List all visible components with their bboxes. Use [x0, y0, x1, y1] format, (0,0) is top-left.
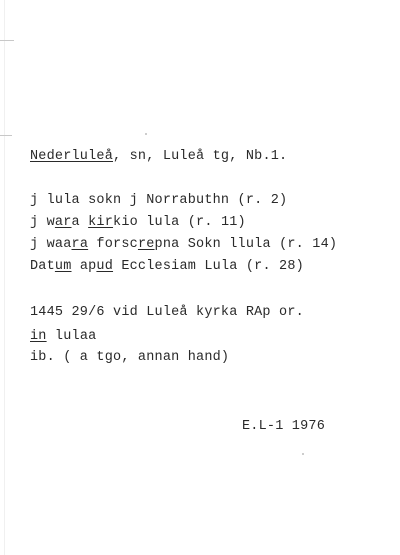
- source-text: lulaa: [46, 329, 97, 344]
- ink-speck: [145, 133, 147, 135]
- form-text: Dat: [30, 259, 55, 274]
- signature: E.L-1 1976: [242, 419, 326, 434]
- form-line-3: [30, 237, 337, 253]
- form-text: j lula sokn j Norrabuthn (r. 2): [30, 193, 288, 208]
- form-text: j waa: [30, 237, 72, 252]
- form-underlined: ud: [96, 259, 114, 274]
- place-heading: [30, 149, 287, 165]
- margin-tick: [0, 135, 12, 136]
- form-underlined: ar: [54, 215, 72, 230]
- form-line-2: [30, 215, 246, 231]
- margin-tick: [0, 40, 14, 41]
- source-line-1: 1445 29/6 vid Luleå kyrka RAp or.: [30, 305, 304, 320]
- form-text: ap: [71, 259, 97, 274]
- form-text: j w: [30, 215, 55, 230]
- form-text: kio lula (r. 11): [113, 215, 246, 230]
- heading-rest: , sn, Luleå tg, Nb.1.: [113, 149, 288, 164]
- form-underlined: um: [54, 259, 72, 274]
- source-line-2: [30, 329, 96, 345]
- form-underlined: kir: [88, 215, 114, 230]
- form-text: forsc: [88, 237, 138, 252]
- ink-speck: [302, 453, 304, 455]
- form-underlined: re: [137, 237, 155, 252]
- source-line-3: ib. ( a tgo, annan hand): [30, 350, 230, 365]
- source-underlined: in: [30, 329, 47, 344]
- form-underlined: ra: [71, 237, 89, 252]
- form-text: a: [71, 215, 89, 230]
- heading-word: Nederluleå: [30, 149, 114, 164]
- form-line-1: [30, 193, 287, 209]
- form-text: Ecclesiam Lula (r. 28): [113, 259, 304, 274]
- card-edge: [4, 0, 5, 555]
- form-line-4: [30, 259, 304, 275]
- form-text: pna Sokn llula (r. 14): [154, 237, 338, 252]
